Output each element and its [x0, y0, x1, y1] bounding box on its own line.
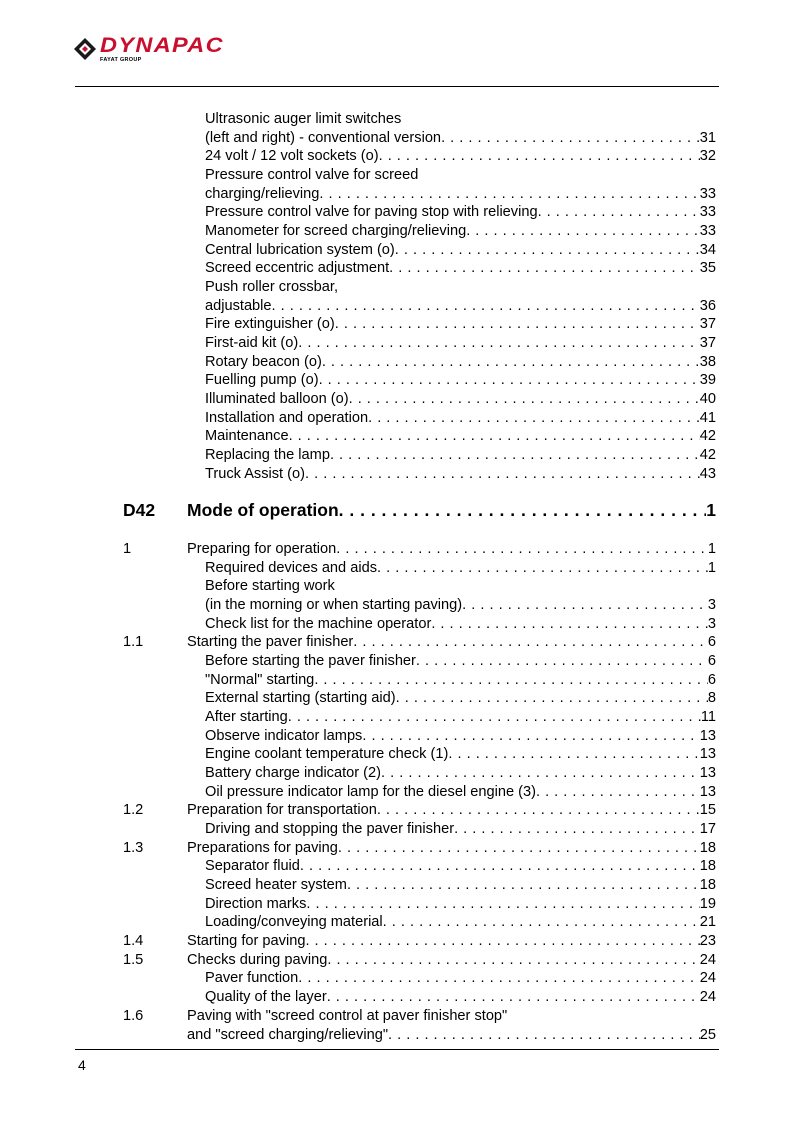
toc-leader-dots [272, 297, 700, 315]
toc-entry-title: Preparation for transportation [187, 802, 377, 818]
toc-leader-dots [466, 222, 700, 240]
toc-page-number: 23 [699, 933, 716, 949]
toc-leader-dots [454, 820, 700, 838]
toc-entry-title: Paving with "screed control at paver finisher stop" [187, 1008, 508, 1024]
toc-entry [205, 745, 716, 763]
toc-leader-dots [349, 390, 700, 408]
toc-entry-title: Loading/conveying material [205, 914, 383, 930]
toc-entry [205, 708, 716, 726]
toc-entry [205, 764, 716, 782]
toc-page-number: 24 [699, 989, 716, 1005]
toc-leader-dots [448, 745, 699, 763]
toc-leader-dots [396, 689, 708, 707]
toc-page-number: 21 [699, 914, 716, 930]
toc-page-number: 41 [699, 410, 716, 426]
toc-entry-number: 1.4 [123, 933, 144, 949]
toc-leader-dots [319, 185, 699, 203]
toc-entry [205, 353, 716, 371]
toc-entry [205, 185, 716, 203]
toc-page-number: 8 [707, 690, 716, 706]
toc-entry [205, 278, 716, 296]
toc-entry-title: Oil pressure indicator lamp for the diesel engine (3) [205, 784, 536, 800]
toc-page-number: 1 [707, 541, 716, 557]
toc-entry-title: Rotary beacon (o) [205, 354, 322, 370]
toc-entry-title: Illuminated balloon (o) [205, 391, 349, 407]
toc-entry-title: Quality of the layer [205, 989, 327, 1005]
toc-entry-title: Ultrasonic auger limit switches [205, 111, 402, 127]
toc-page-number: 1 [706, 500, 716, 520]
toc-page-number: 38 [699, 354, 716, 370]
toc-page-number: 39 [699, 372, 716, 388]
toc-entry [123, 839, 716, 857]
toc-leader-dots [353, 633, 708, 651]
toc-entry-title: Mode of operation [187, 500, 339, 520]
toc-page-number: 1 [707, 560, 716, 576]
toc-entry-title: Pressure control valve for paving stop with relieving [205, 204, 538, 220]
toc-leader-dots [338, 839, 700, 857]
toc-entry [123, 1007, 716, 1025]
toc-leader-dots [288, 708, 701, 726]
toc-leader-dots [305, 932, 699, 950]
toc-entry [205, 315, 716, 333]
toc-entry-title: Central lubrication system (o) [205, 242, 395, 258]
toc-leader-dots [314, 671, 708, 689]
toc-entry-title: Screed eccentric adjustment [205, 260, 390, 276]
toc-entry-title: External starting (starting aid) [205, 690, 396, 706]
toc-entry-title: Installation and operation [205, 410, 369, 426]
toc-page-number: 18 [699, 840, 716, 856]
toc-leader-dots [335, 315, 700, 333]
toc-page-number: 34 [699, 242, 716, 258]
brand-subtitle: FAYAT GROUP [100, 57, 142, 63]
toc-entry-title: Screed heater system [205, 877, 347, 893]
toc-entry [205, 988, 716, 1006]
toc-leader-dots [416, 652, 708, 670]
toc-entry-title: First-aid kit (o) [205, 335, 299, 351]
toc-leader-dots [330, 446, 700, 464]
toc-page-number: 13 [699, 746, 716, 762]
toc-entry [205, 129, 716, 147]
toc-leader-dots [339, 499, 707, 521]
toc-leader-dots [441, 129, 700, 147]
toc-leader-dots [377, 801, 700, 819]
toc-entry-number: 1.5 [123, 952, 144, 968]
toc-entry-title: and "screed charging/relieving" [187, 1027, 389, 1043]
toc-entry-title: Pressure control valve for screed [205, 167, 419, 183]
toc-entry-number: 1.3 [123, 840, 144, 856]
toc-entry [205, 969, 716, 987]
toc-entry-title: Paver function [205, 970, 299, 986]
toc-leader-dots [300, 857, 700, 875]
toc-entry [123, 932, 716, 950]
toc-entry [205, 876, 716, 894]
toc-page-number: 18 [699, 858, 716, 874]
toc-entry [205, 241, 716, 259]
toc-leader-dots [327, 951, 699, 969]
toc-entry-title: After starting [205, 709, 288, 725]
toc-entry-title: Fire extinguisher (o) [205, 316, 335, 332]
toc-entry [205, 409, 716, 427]
toc-entry [205, 390, 716, 408]
toc-leader-dots [289, 427, 700, 445]
toc-entry [205, 615, 716, 633]
toc-entry-title: (in the morning or when starting paving) [205, 597, 463, 613]
toc-page-number: 6 [707, 653, 716, 669]
toc-entry-title: Starting for paving [187, 933, 306, 949]
toc-entry [187, 1026, 716, 1044]
toc-page-number: 35 [699, 260, 716, 276]
toc-leader-dots [362, 727, 699, 745]
toc-leader-dots [395, 241, 700, 259]
toc-entry [205, 259, 716, 277]
toc-leader-dots [431, 615, 708, 633]
toc-entry-number: 1.6 [123, 1008, 144, 1024]
toc-entry-title: Starting the paver finisher [187, 634, 354, 650]
toc-entry [205, 465, 716, 483]
toc-page-number: 24 [699, 970, 716, 986]
toc-entry [205, 671, 716, 689]
toc-page-number: 25 [699, 1027, 716, 1043]
toc-entry [205, 652, 716, 670]
toc-page-number: 33 [699, 186, 716, 202]
toc-entry [205, 895, 716, 913]
toc-page-number: 24 [699, 952, 716, 968]
toc-leader-dots [383, 913, 700, 931]
toc-entry-title: Driving and stopping the paver finisher [205, 821, 455, 837]
toc-leader-dots [319, 371, 700, 389]
toc-page-number: 6 [707, 634, 716, 650]
toc-entry-title: Battery charge indicator (2) [205, 765, 382, 781]
toc-leader-dots [462, 596, 708, 614]
toc-entry-number: 1.2 [123, 802, 144, 818]
toc-page-number: 13 [699, 765, 716, 781]
toc-entry-title: "Normal" starting [205, 672, 315, 688]
toc-entry-title: Before starting the paver finisher [205, 653, 416, 669]
toc-entry [123, 633, 716, 651]
toc-entry [205, 857, 716, 875]
toc-entry-number: D42 [123, 500, 156, 520]
toc-entry-title: Required devices and aids [205, 560, 377, 576]
toc-page-number: 32 [699, 148, 716, 164]
toc-leader-dots [377, 559, 708, 577]
toc-entry-title: Truck Assist (o) [205, 466, 306, 482]
toc-entry [205, 297, 716, 315]
toc-entry [205, 427, 716, 445]
toc-entry-title: Separator fluid [205, 858, 300, 874]
toc-entry-number: 1.1 [123, 634, 144, 650]
toc-page-number: 36 [699, 298, 716, 314]
toc-entry-title: adjustable [205, 298, 272, 314]
toc-leader-dots [305, 465, 700, 483]
toc-page-number: 42 [699, 428, 716, 444]
toc-page-number: 3 [707, 616, 716, 632]
toc-entry [205, 110, 716, 128]
toc-entry [205, 147, 716, 165]
toc-page-number: 11 [700, 709, 716, 725]
toc-leader-dots [536, 783, 700, 801]
toc-section-heading [123, 499, 716, 521]
toc-entry-title: Manometer for screed charging/relieving [205, 223, 467, 239]
toc-entry-number: 1 [123, 541, 132, 557]
toc-entry [205, 222, 716, 240]
toc-page-number: 37 [699, 335, 716, 351]
toc-entry [205, 446, 716, 464]
toc-entry-title: Direction marks [205, 896, 307, 912]
toc-entry-title: Fuelling pump (o) [205, 372, 319, 388]
toc-entry-title: Engine coolant temperature check (1) [205, 746, 449, 762]
toc-entry-title: Checks during paving [187, 952, 328, 968]
toc-page-number: 19 [699, 896, 716, 912]
toc-page-number: 6 [707, 672, 716, 688]
toc-leader-dots [298, 334, 700, 352]
toc-entry-title: Preparing for operation [187, 541, 337, 557]
page-number: 4 [78, 1057, 86, 1073]
toc-leader-dots [379, 147, 700, 165]
toc-entry [205, 727, 716, 745]
toc-leader-dots [388, 1026, 700, 1044]
toc-entry [123, 801, 716, 819]
toc-entry [205, 577, 716, 595]
toc-leader-dots [327, 988, 700, 1006]
toc-entry-title: (left and right) - conventional version [205, 130, 442, 146]
toc-entry [205, 913, 716, 931]
footer-rule [75, 1049, 719, 1050]
toc-page-number: 18 [699, 877, 716, 893]
brand-name: DYNAPAC [100, 34, 224, 57]
toc-page-number: 17 [699, 821, 716, 837]
toc-entry-title: Replacing the lamp [205, 447, 330, 463]
toc-page-number: 33 [699, 204, 716, 220]
toc-entry [123, 540, 716, 558]
toc-leader-dots [336, 540, 708, 558]
toc-leader-dots [347, 876, 700, 894]
toc-leader-dots [381, 764, 700, 782]
toc-leader-dots [368, 409, 700, 427]
toc-entry-title: Push roller crossbar, [205, 279, 339, 295]
toc-page-number: 33 [699, 223, 716, 239]
toc-page-number: 3 [707, 597, 716, 613]
toc-entry [205, 371, 716, 389]
toc-entry [205, 783, 716, 801]
toc-page-number: 43 [699, 466, 716, 482]
toc-entry-title: Preparations for paving [187, 840, 338, 856]
toc-entry [205, 203, 716, 221]
toc-page-number: 13 [699, 784, 716, 800]
toc-entry [205, 596, 716, 614]
toc-leader-dots [306, 895, 699, 913]
toc-entry [205, 689, 716, 707]
toc-entry-title: Observe indicator lamps [205, 728, 363, 744]
toc-entry-title: charging/relieving [205, 186, 320, 202]
toc-entry [205, 334, 716, 352]
toc-entry-title: Check list for the machine operator [205, 616, 432, 632]
toc-entry [205, 559, 716, 577]
toc-leader-dots [538, 203, 700, 221]
toc-page-number: 15 [699, 802, 716, 818]
toc-entry [123, 951, 716, 969]
toc-leader-dots [389, 259, 700, 277]
toc-entry [205, 166, 716, 184]
toc-entry-title: 24 volt / 12 volt sockets (o) [205, 148, 379, 164]
toc-entry-title: Maintenance [205, 428, 289, 444]
toc-page-number: 42 [699, 447, 716, 463]
toc-entry [205, 820, 716, 838]
toc-leader-dots [322, 353, 700, 371]
toc-leader-dots [298, 969, 699, 987]
toc-page-number: 40 [699, 391, 716, 407]
toc-page-number: 13 [699, 728, 716, 744]
toc-entry-title: Before starting work [205, 578, 335, 594]
toc-page-number: 37 [699, 316, 716, 332]
toc-page-number: 31 [699, 130, 716, 146]
